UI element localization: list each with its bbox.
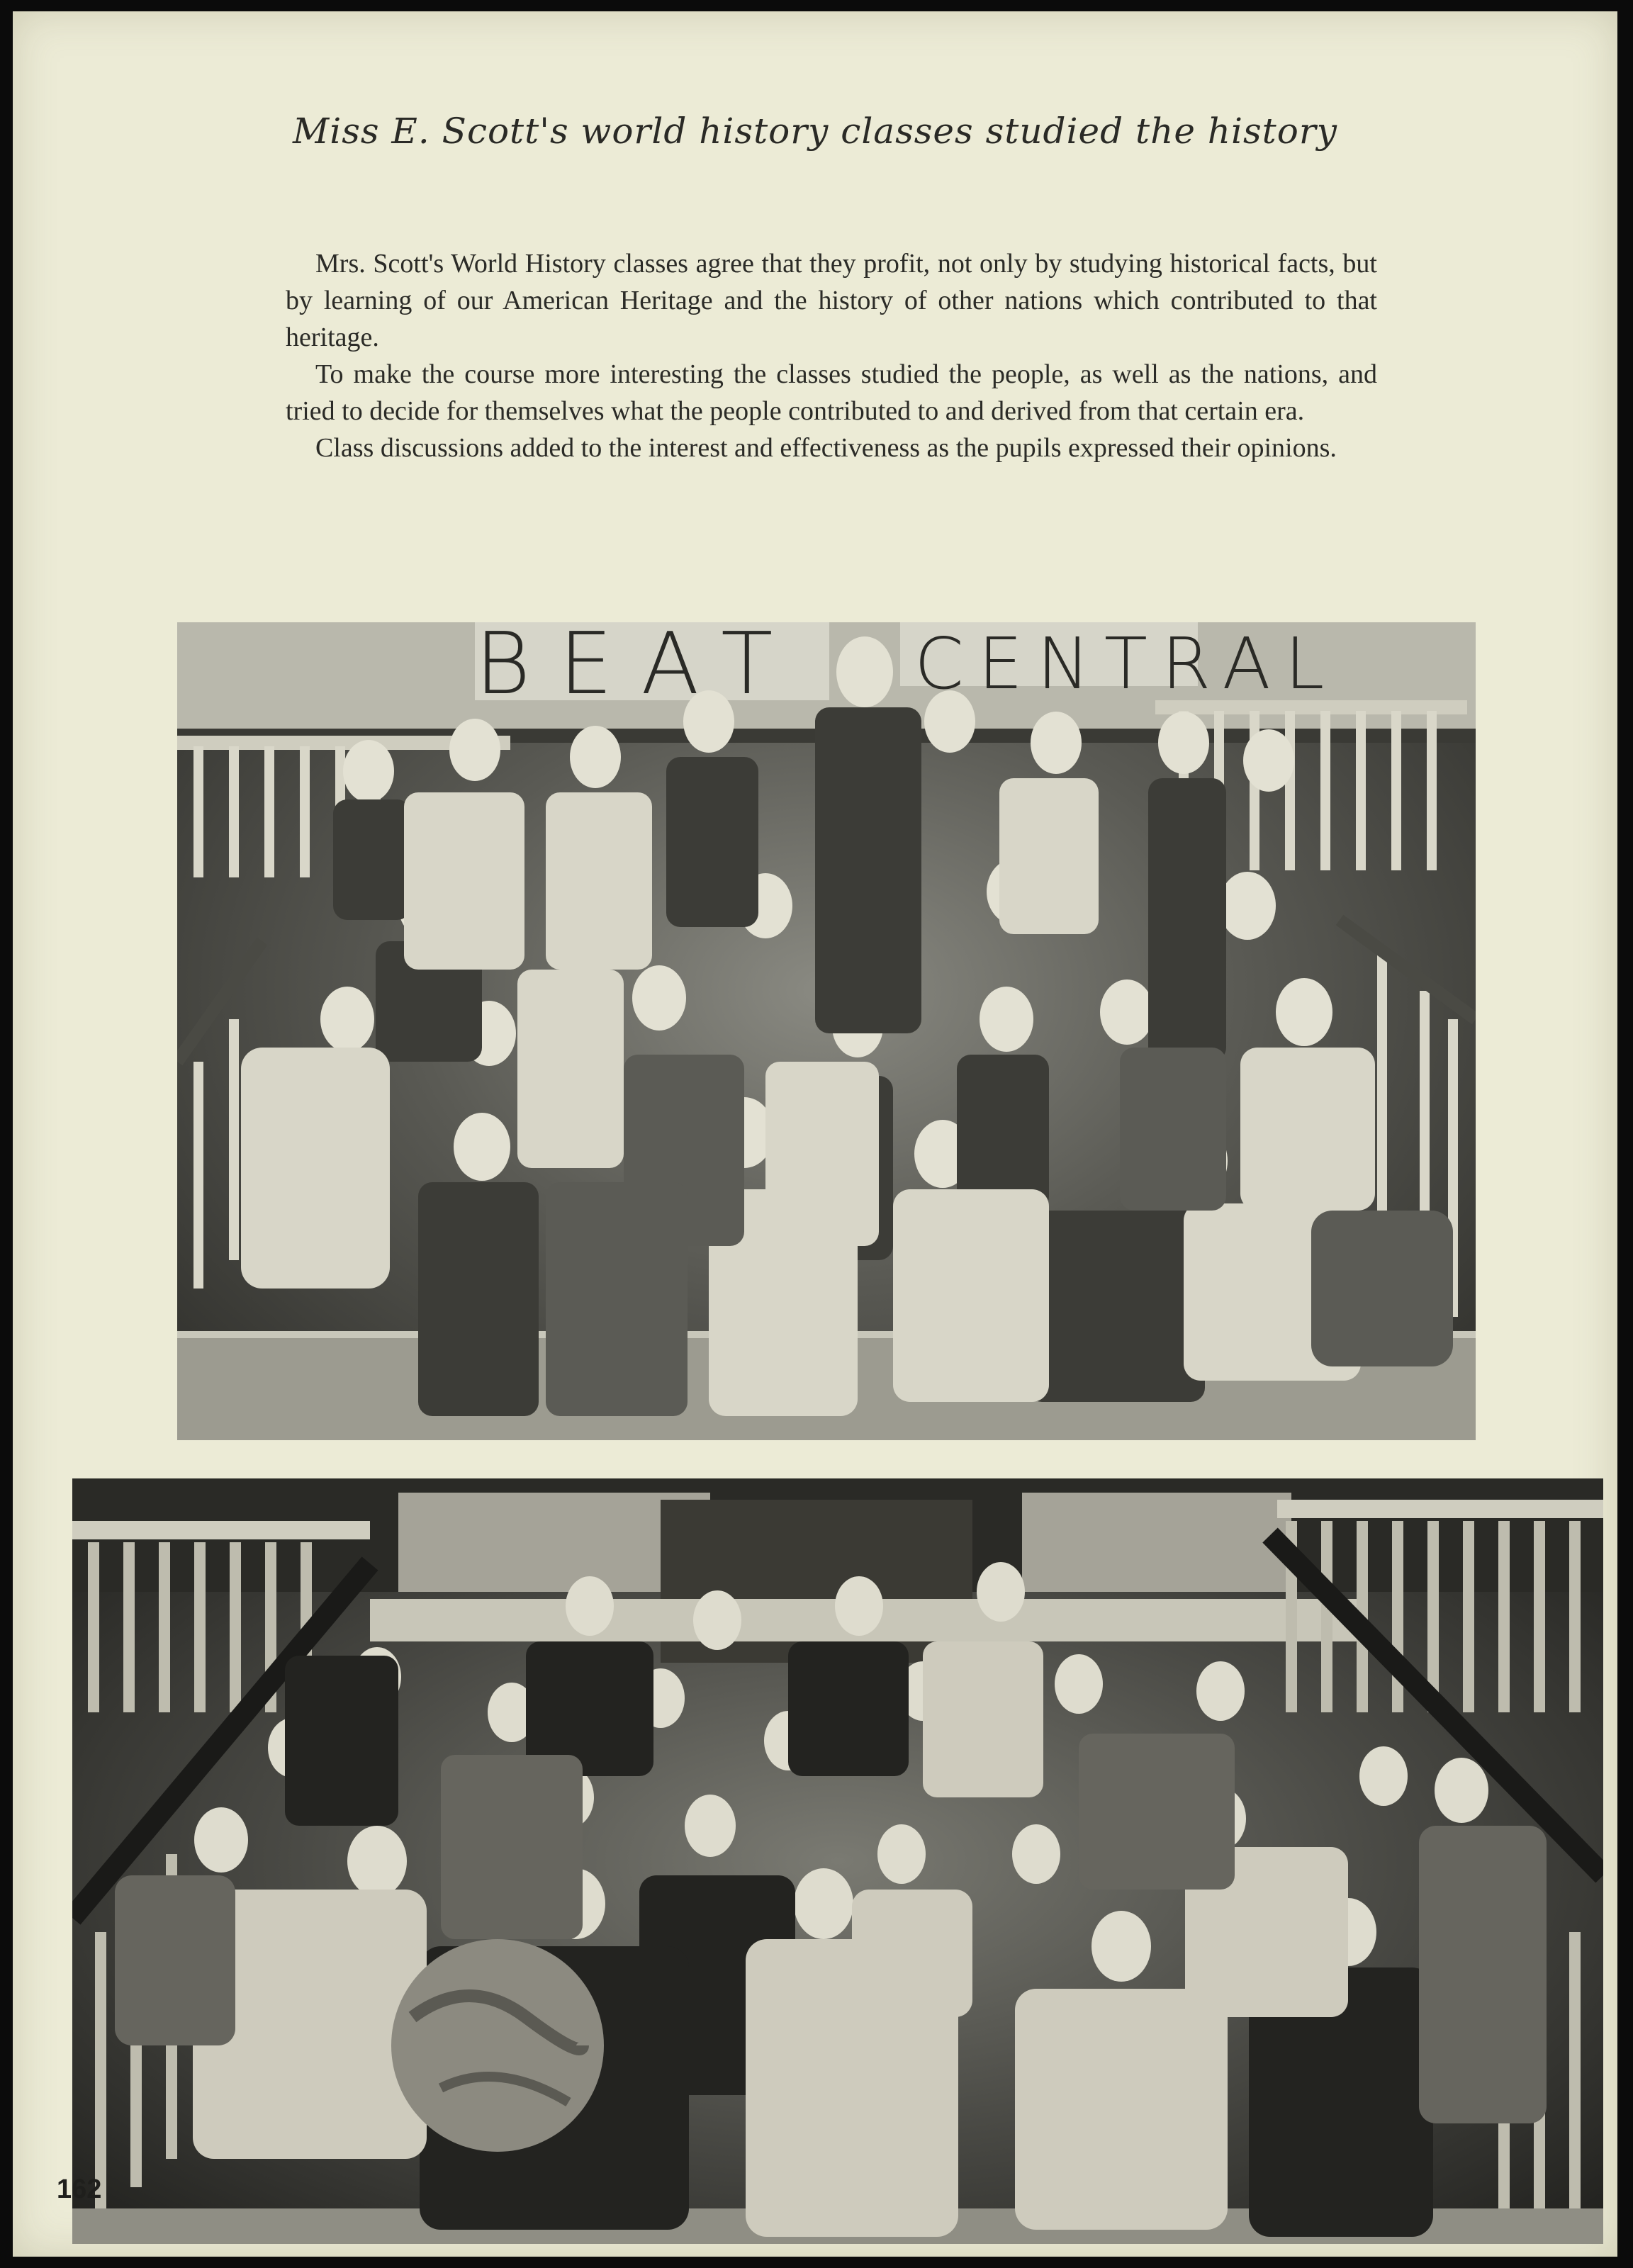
paragraph-2: To make the course more interesting the classes studied the people, as well as the nations, and tried to decide for themselves what the people contributed to and derived from that certain era.: [286, 359, 1377, 426]
class-photo-1: [177, 622, 1476, 1440]
banner-beat: BEAT: [475, 622, 802, 714]
class-photo-2: [72, 1478, 1603, 2244]
page-number: 162: [57, 2174, 102, 2204]
page-headline: Miss E. Scott's world history classes studied the history: [293, 111, 1337, 152]
paragraph-3: Class discussions added to the interest and effectiveness as the pupils expressed their opinions.: [315, 433, 1337, 463]
paragraph-1: Mrs. Scott's World History classes agree that they profit, not only by studying historical facts, but by learning of our American Heritage and the history of other nations which contributed to that heritage.: [286, 249, 1377, 352]
class-photo-2-image: [72, 1478, 1603, 2244]
yearbook-page: [13, 11, 1617, 2257]
article-body: [286, 245, 1377, 466]
banner-central: CENTRAL: [914, 622, 1339, 705]
class-photo-1-image: [177, 622, 1476, 1440]
